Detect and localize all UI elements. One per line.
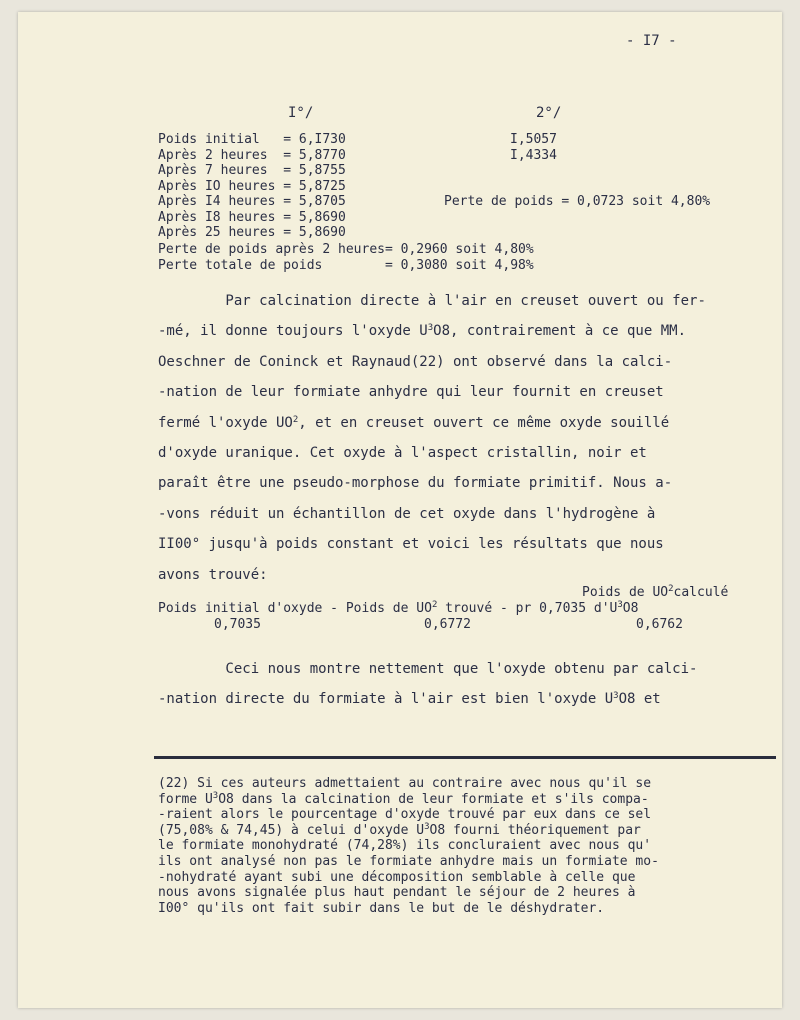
footnote-line: nous avons signalée plus haut pendant le séjour de 2 heures à [158,885,636,901]
paragraph-line: d'oxyde uranique. Cet oxyde à l'aspect cristallin, noir et [158,445,647,461]
table-row-label: Poids initial = 6,I730 [158,132,346,147]
table-row-label: Après I4 heures = 5,8705 [158,194,346,209]
paragraph-line: Par calcination directe à l'air en creuset ouvert ou fer- [158,293,706,309]
footnote-line: -nohydraté ayant subi une décomposition semblable à celle que [158,869,636,885]
table-row-right: I,5057 [510,132,557,147]
footnote-line: forme $U^3O8$ dans la calcination de leur formiate et s'ils compa- [158,790,649,807]
footnote-line: (75,08% & 74,45) à celui d'oxyde $U^3O8$ fourni théoriquement par [158,821,641,838]
table-row-label: Après 25 heures = 5,8690 [158,225,346,240]
loss-after-2h: Perte de poids après 2 heures= 0,2960 soit 4,80% [158,242,534,257]
paragraph-line: -vons réduit un échantillon de cet oxyde dans l'hydrogène à [158,505,656,522]
table-row-label: Après IO heures = 5,8725 [158,178,346,194]
footnote-line: ils ont analysé non pas le formiate anhydre mais un formiate mo- [158,854,659,869]
footnote-line: le formiate monohydraté (74,28%) ils concluraient avec nous qu' [158,838,652,854]
initial-oxide-value: 0,7035 [214,617,261,632]
reduction-result-row: Poids initial d'oxyde - Poids de $UO^2$ trouvé - pr 0,7035 $d'U^3O8$ [158,600,639,616]
footnote-divider [154,756,776,759]
paragraph-line: fermé l'oxyde $UO^2$, et en creuset ouvert ce même oxyde souillé [158,414,670,431]
table-row-right: I,4334 [510,147,557,163]
paragraph-line: paraît être une pseudo-morphose du formiate primitif. Nous a- [158,475,673,492]
paragraph-line: Oeschner de Coninck et Raynaud(22) ont observé dans la calci- [158,353,673,370]
calculated-value: 0,6762 [636,617,683,632]
page-number: - I7 - [626,33,677,49]
paragraph-line: Ceci nous montre nettement que l'oxyde obtenu par calci- [158,661,698,677]
paragraph-line: avons trouvé: [158,566,268,583]
document-page [18,12,782,1008]
column-header-1: I°/ [288,105,314,121]
total-loss: Perte totale de poids = 0,3080 soit 4,98% [158,258,534,273]
calculated-header: Poids de $UO^2calculé$ [582,584,729,600]
paragraph-line: II00° jusqu'à poids constant et voici les résultats que nous [158,536,664,553]
paragraph-line: -nation de leur formiate anhydre qui leur fournit en creuset [158,384,664,401]
table-row-label: Après 2 heures = 5,8770 [158,147,346,163]
table-row-label: Après 7 heures = 5,8755 [158,163,346,178]
table-row-label: Après I8 heures = 5,8690 [158,209,346,225]
paragraph-line: -mé, il donne toujours l'oxyde $U^3O8$, contrairement à ce que MM. [158,323,687,340]
footnote-line: -raient alors le pourcentage d'oxyde trouvé par eux dans ce sel [158,807,652,823]
footnote-line: I00° qu'ils ont fait subir dans le but de le déshydrater. [158,900,605,916]
table-row-right: Perte de poids = 0,0723 soit 4,80% [444,194,711,209]
footnote-line: (22) Si ces auteurs admettaient au contraire avec nous qu'il se [158,776,652,791]
found-value: 0,6772 [424,617,471,632]
column-header-2: 2°/ [536,105,562,121]
paragraph-line: -nation directe du formiate à l'air est bien l'oxyde $U^3O8$ et [158,691,661,708]
